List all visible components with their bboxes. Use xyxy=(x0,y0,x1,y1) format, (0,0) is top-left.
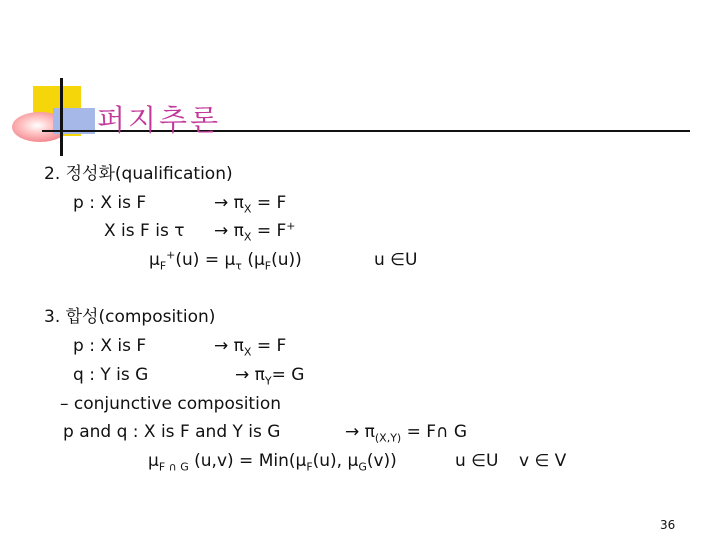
formula-token: X xyxy=(243,202,252,216)
conjunctive-domain-v xyxy=(519,451,566,471)
formula-token: = F∩ G xyxy=(401,422,468,442)
conjunctive-domain-u xyxy=(455,451,498,471)
formula-token: = F xyxy=(251,221,287,241)
formula-token: F xyxy=(306,460,313,474)
qualified-possibility xyxy=(214,219,296,244)
qualification-domain xyxy=(374,250,417,270)
formula-token: G xyxy=(358,460,367,474)
section-qualification-heading xyxy=(44,164,233,184)
conjunctive-proposition xyxy=(63,422,280,442)
formula-token: 2. 정성화(qualification) xyxy=(44,164,233,184)
section-composition-heading xyxy=(44,307,215,327)
formula-token: (X,Y) xyxy=(374,431,402,445)
conjunctive-membership-formula xyxy=(148,451,397,474)
formula-token: X xyxy=(243,230,252,244)
formula-token: F ∩ G xyxy=(158,460,189,474)
formula-token: → π xyxy=(345,422,375,442)
conjunctive-possibility xyxy=(345,422,468,445)
formula-token: X is F is τ xyxy=(104,221,185,241)
formula-token: = F xyxy=(251,193,287,213)
formula-token: u ∈U xyxy=(374,250,418,270)
conjunctive-composition-label xyxy=(60,394,281,414)
formula-token: + xyxy=(166,248,176,262)
formula-token: 3. 합성(composition) xyxy=(44,307,216,327)
formula-token: X xyxy=(243,345,252,359)
qualification-proposition xyxy=(73,193,146,213)
formula-token: μ xyxy=(148,451,159,471)
formula-token: (u), μ xyxy=(312,451,359,471)
qualification-membership-formula xyxy=(149,248,302,273)
formula-token: (u,v) = Min(μ xyxy=(188,451,307,471)
formula-token: μ xyxy=(149,250,160,270)
formula-token: (v)) xyxy=(366,451,397,471)
formula-token: → π xyxy=(214,193,244,213)
slide-title: 퍼지추론 xyxy=(97,103,222,137)
composition-possibility-p xyxy=(214,336,287,359)
formula-token: p : X is F xyxy=(73,193,147,213)
formula-token: = G xyxy=(271,365,305,385)
formula-token: q : Y is G xyxy=(73,365,149,385)
formula-token: F xyxy=(159,259,167,273)
formula-token: u ∈U xyxy=(455,451,499,471)
formula-token: Y xyxy=(264,374,272,388)
title-decoration-vertical-line xyxy=(60,78,63,156)
formula-token: (μ xyxy=(241,250,265,270)
qualified-proposition xyxy=(104,221,184,241)
qualification-possibility xyxy=(214,193,287,216)
formula-token: (u)) xyxy=(271,250,302,270)
composition-proposition-q xyxy=(73,365,148,385)
formula-token: → π xyxy=(214,336,244,356)
formula-token: v ∈ V xyxy=(519,451,567,471)
formula-token: + xyxy=(286,219,296,233)
formula-token: (u) = μ xyxy=(175,250,236,270)
formula-token: τ xyxy=(235,259,242,273)
composition-proposition-p xyxy=(73,336,146,356)
formula-token: = F xyxy=(251,336,287,356)
formula-token: → π xyxy=(214,221,244,241)
formula-token: → π xyxy=(235,365,265,385)
formula-token: – conjunctive composition xyxy=(60,394,281,414)
formula-token: p and q : X is F and Y is G xyxy=(63,422,281,442)
page-number: 36 xyxy=(660,518,676,532)
composition-possibility-q xyxy=(235,365,305,388)
formula-token: F xyxy=(264,259,272,273)
formula-token: p : X is F xyxy=(73,336,147,356)
